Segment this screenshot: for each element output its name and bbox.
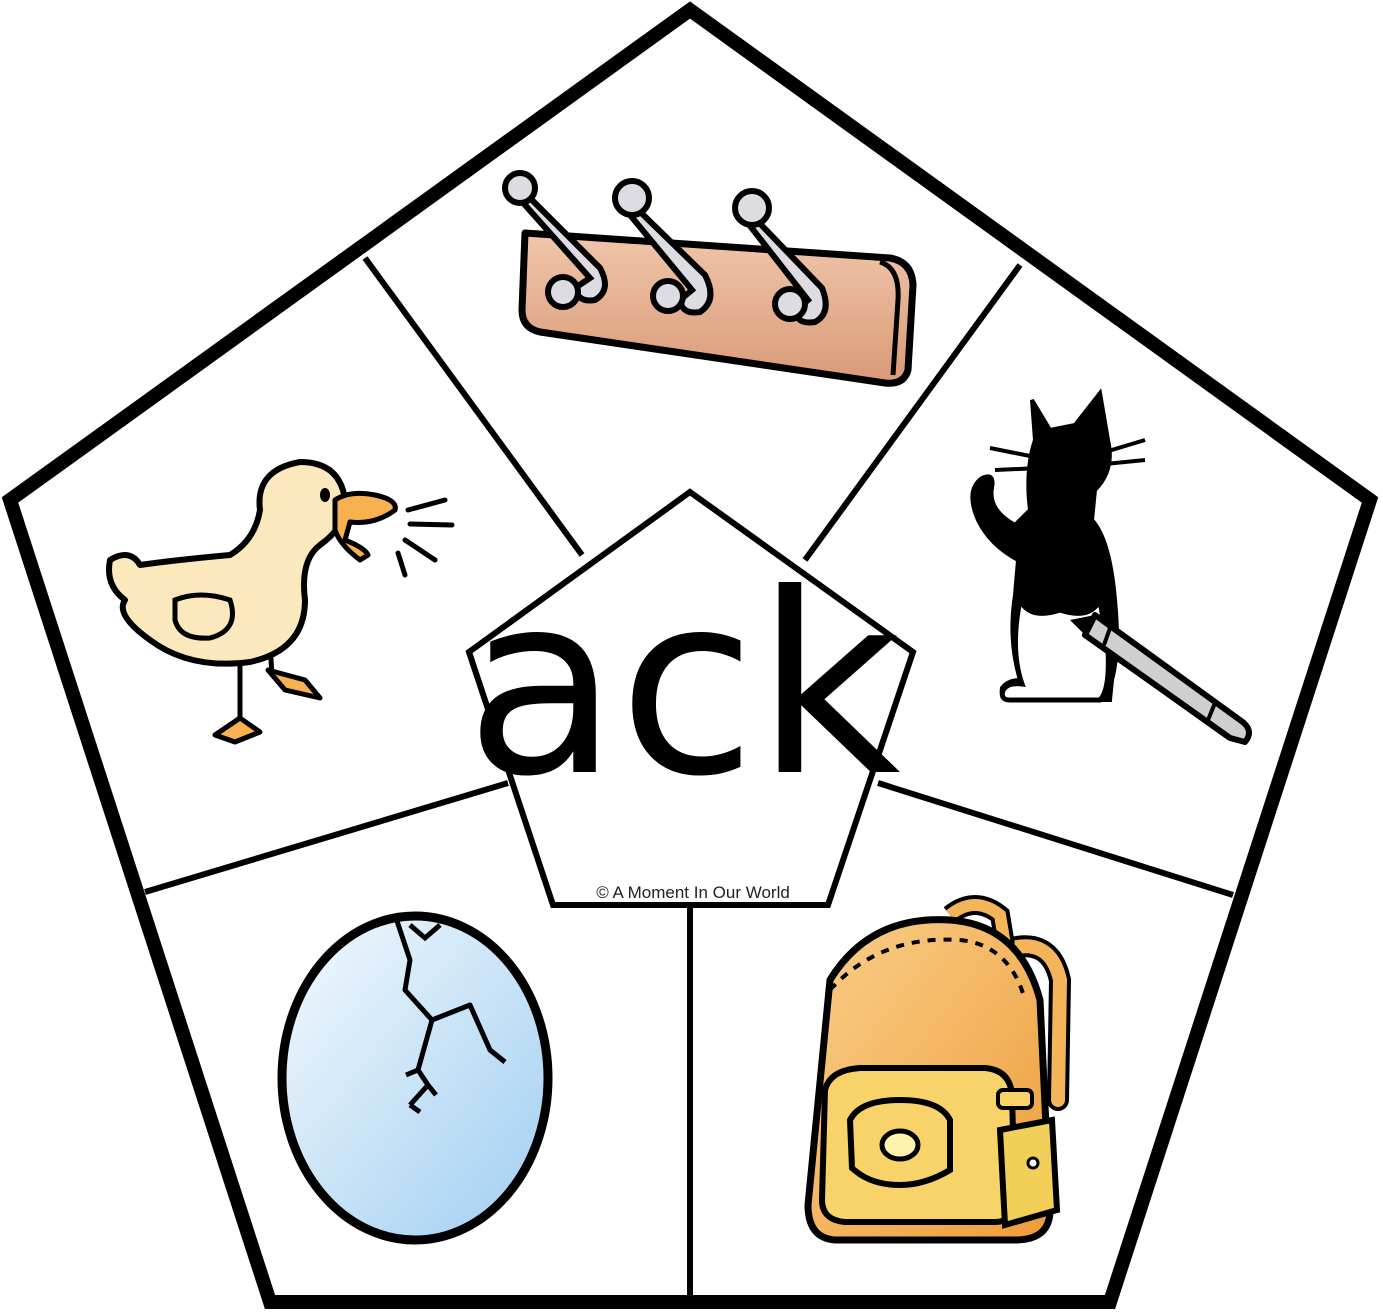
cracked-egg-icon: [282, 915, 548, 1240]
backpack-icon: [808, 905, 1060, 1240]
word-family-label: ack: [465, 540, 901, 831]
copyright-credit: © A Moment In Our World: [596, 883, 790, 902]
